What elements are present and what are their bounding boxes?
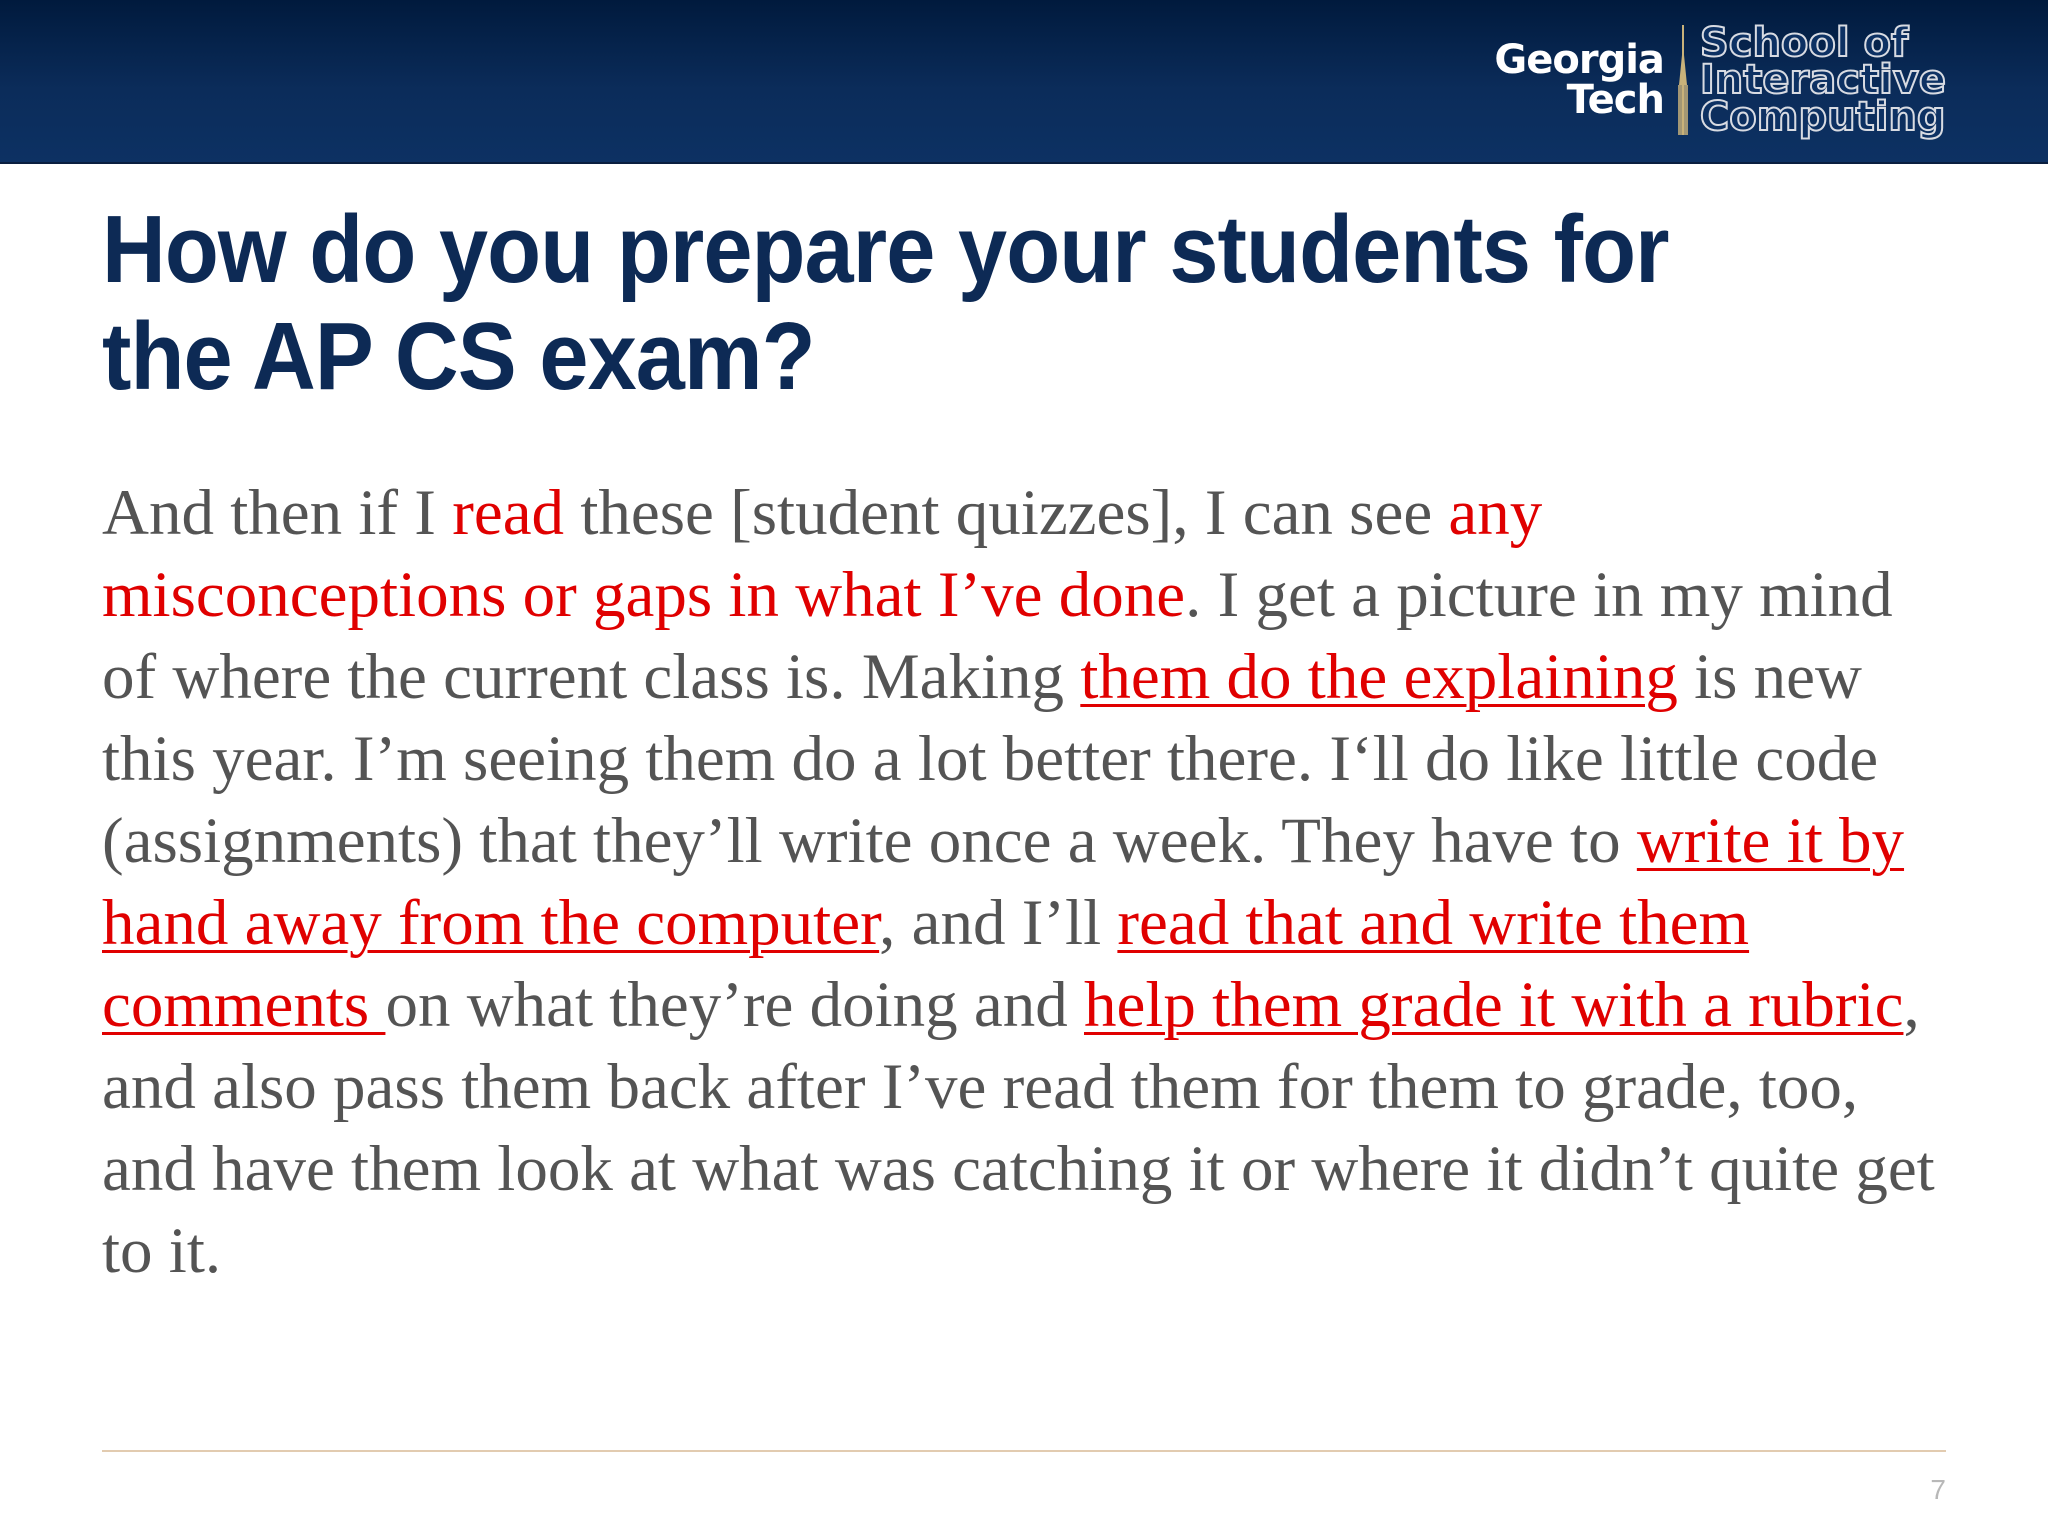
quote-segment: , and I’ll: [879, 887, 1118, 959]
logo-georgia-text: Georgia: [1494, 37, 1664, 83]
quote-paragraph: [102, 472, 1962, 1292]
footer-divider: [102, 1450, 1946, 1452]
quote-segment: . I get a picture in my mind of where the current class is. Making: [102, 559, 1893, 713]
school-of-interactive-computing-wordmark: [1699, 19, 1946, 140]
header-band: [0, 0, 2048, 164]
highlight-misconceptions: any misconceptions or gaps in what I’ve done: [102, 477, 1543, 631]
quote-segment: on what they’re doing and: [385, 969, 1084, 1041]
georgia-tech-wordmark: [1494, 37, 1664, 123]
slide-title: How do you prepare your students for the AP CS exam?: [102, 196, 1669, 410]
quote-segment: is new this year. I’m seeing them do a lot better there. I‘ll do like little code (assignments) that they’ll write once a week. They have to: [102, 641, 1879, 877]
logo-interactive-text: Interactive: [1699, 56, 1946, 103]
highlight-read-and-comment: read that and write them comments: [102, 887, 1750, 1041]
tower-icon: [1674, 25, 1692, 135]
logo-computing-text: Computing: [1699, 93, 1946, 140]
page-number: 7: [1930, 1474, 1946, 1505]
logo-school-of-text: School of: [1699, 19, 1909, 66]
highlight-them-do-the-explaining: them do the explaining: [1080, 641, 1678, 713]
logo-tech-text: Tech: [1566, 77, 1664, 123]
quote-segment: these [student quizzes], I can see: [564, 477, 1449, 549]
quote-segment: , and also pass them back after I’ve read them for them to grade, too, and have them look at what was catching it or where it didn’t quite get to it.: [102, 969, 1935, 1287]
quote-segment: And then if I: [102, 477, 453, 549]
highlight-rubric: help them grade it with a rubric: [1084, 969, 1904, 1041]
highlight-read: read: [452, 477, 565, 549]
highlight-write-by-hand: write it by hand away from the computer: [102, 805, 1905, 959]
georgia-tech-logo: [1494, 20, 1946, 140]
